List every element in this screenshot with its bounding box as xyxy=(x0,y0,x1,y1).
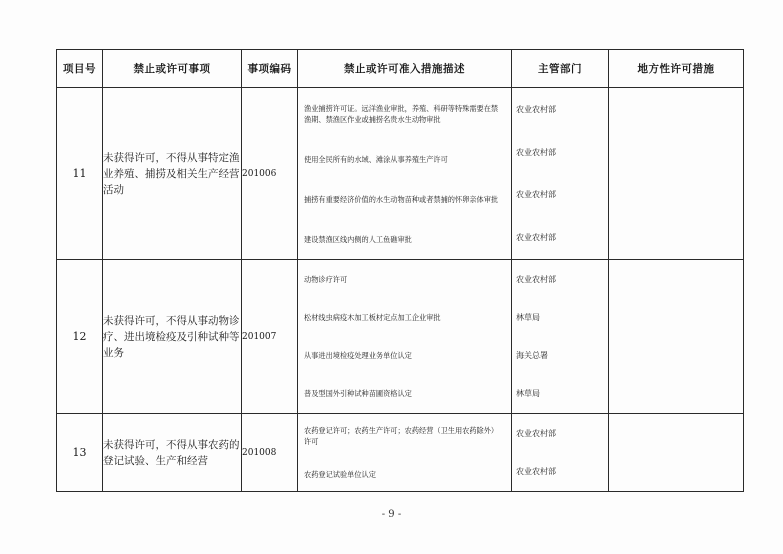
measure-text: 建设禁渔区线内侧的人工鱼礁审批 xyxy=(304,234,412,244)
department-text: 农业农村部 xyxy=(516,428,556,438)
measure-text: 动物诊疗许可 xyxy=(304,274,348,284)
measures-cell xyxy=(298,260,512,414)
measure-text: 松材线虫病疫木加工板材定点加工企业审批 xyxy=(304,312,441,322)
header-local-measures: 地方性许可措施 xyxy=(609,50,744,88)
permit-table xyxy=(56,49,744,492)
item-description: 未获得许可，不得从事农药的登记试验、生产和经营 xyxy=(103,414,242,492)
measure-text: 使用全民所有的水域、滩涂从事养殖生产许可 xyxy=(304,154,448,164)
department-text: 农业农村部 xyxy=(516,147,556,157)
local-measures-cell xyxy=(609,88,744,260)
row-number: 13 xyxy=(57,414,103,492)
item-code: 201007 xyxy=(242,260,298,414)
header-item-name: 禁止或许可事项 xyxy=(103,50,242,88)
header-item-number: 项目号 xyxy=(57,50,103,88)
department-text: 林草局 xyxy=(516,312,540,322)
header-measures: 禁止或许可准入措施描述 xyxy=(298,50,512,88)
page-number: - 9 - xyxy=(381,509,402,520)
measure-text: 农药登记试验单位认定 xyxy=(304,470,376,479)
header-department: 主管部门 xyxy=(512,50,609,88)
department-text: 农业农村部 xyxy=(516,190,556,200)
department-text: 农业农村部 xyxy=(516,274,556,284)
measure-text: 从事进出境检疫处理业务单位认定 xyxy=(304,351,412,361)
table-row xyxy=(57,414,744,492)
table-row xyxy=(57,88,744,260)
row-number: 11 xyxy=(57,88,103,260)
measures-cell xyxy=(298,88,512,260)
local-measures-cell xyxy=(609,260,744,414)
measure-text: 农药登记许可；农药生产许可；农药经营（卫生用农药除外）许可 xyxy=(304,426,499,446)
table-row xyxy=(57,260,744,414)
item-description: 未获得许可，不得从事动物诊疗、进出境检疫及引种试种等业务 xyxy=(103,260,242,414)
item-code: 201008 xyxy=(242,414,298,492)
header-item-code: 事项编码 xyxy=(242,50,298,88)
measures-cell xyxy=(298,414,512,492)
item-description: 未获得许可，不得从事特定渔业养殖、捕捞及相关生产经营活动 xyxy=(103,88,242,260)
department-cell xyxy=(512,88,609,260)
item-code: 201006 xyxy=(242,88,298,260)
local-measures-cell xyxy=(609,414,744,492)
department-text: 海关总署 xyxy=(516,351,548,361)
measure-text: 普及型国外引种试种苗圃资格认定 xyxy=(304,389,412,399)
measure-text: 捕捞有重要经济价值的水生动物苗种或者禁捕的怀卵亲体审批 xyxy=(304,194,499,204)
row-number: 12 xyxy=(57,260,103,414)
department-cell xyxy=(512,260,609,414)
department-cell xyxy=(512,414,609,492)
table-header-row xyxy=(57,50,744,88)
department-text: 林草局 xyxy=(516,389,540,399)
department-text: 农业农村部 xyxy=(516,233,556,243)
measure-text: 渔业捕捞许可证。远洋渔业审批，养殖、科研等特殊需要在禁渔期、禁渔区作业或捕捞名贵水生动物审批 xyxy=(304,103,499,124)
department-text: 农业农村部 xyxy=(516,104,556,114)
department-text: 农业农村部 xyxy=(516,467,556,477)
